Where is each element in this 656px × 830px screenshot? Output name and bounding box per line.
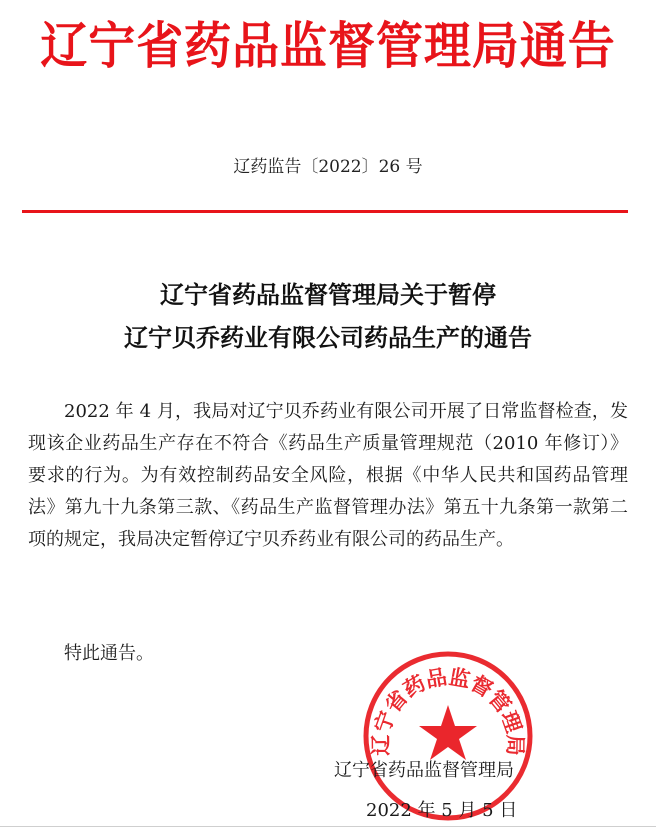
signature-date: 2022 年 5 月 5 日	[366, 800, 518, 821]
red-divider	[22, 210, 628, 213]
masthead-title: 辽宁省药品监督管理局通告	[40, 17, 616, 75]
seal-text: 辽宁省药品监督管理局	[368, 664, 528, 756]
seal-star-icon	[419, 705, 477, 760]
notice-title-line-1: 辽宁省药品监督管理局关于暂停	[160, 281, 496, 309]
notice-body-paragraph: 2022 年 4 月，我局对辽宁贝乔药业有限公司开展了日常监督检查，发现该企业药品生产存在不符合《药品生产质量管理规范（2010 年修订）》要求的行为。为有效控制药品安全风险，根据《中华人民共和国药品管理法》第九十九条第三款、《药品生产监督管理办法》第五十九条第一款第二项的规定，我局决定暂停辽宁贝乔药业有限公司的药品生产。	[28, 401, 628, 550]
bottom-divider	[0, 826, 656, 827]
closing-remark: 特此通告。	[64, 643, 154, 664]
document-number: 辽药监告〔2022〕26 号	[233, 157, 423, 177]
signatory-organization: 辽宁省药品监督管理局	[334, 760, 514, 781]
notice-title-line-2: 辽宁贝乔药业有限公司药品生产的通告	[124, 324, 532, 352]
